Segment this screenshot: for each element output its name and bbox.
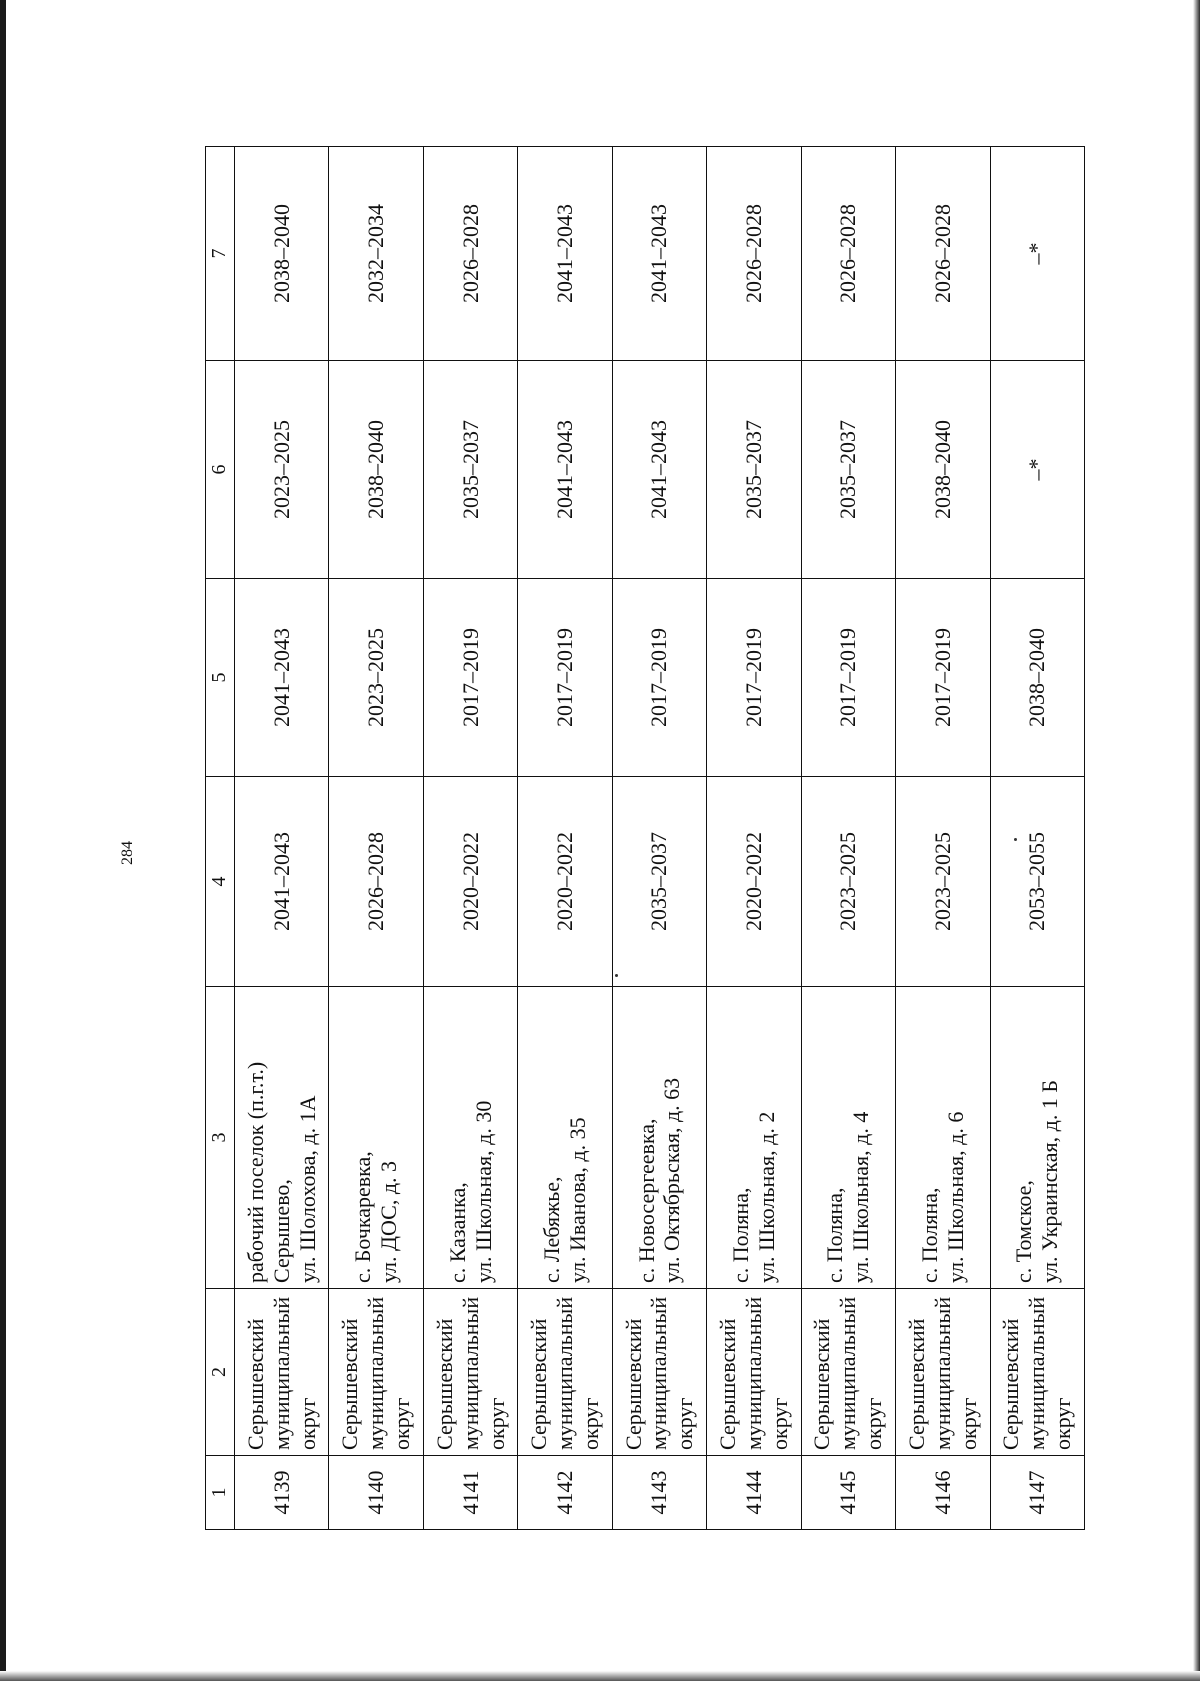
period-cell-col7: 2026–2028 xyxy=(707,147,801,361)
row-number-cell: 4145 xyxy=(801,1456,895,1530)
district-cell: Серышевский муниципальный округ xyxy=(235,1289,329,1456)
address-line: ул. Шолохова, д. 1А xyxy=(294,1095,320,1283)
period-cell-col5: 2023–2025 xyxy=(329,579,423,777)
address-cell xyxy=(801,987,895,1289)
table-row xyxy=(896,147,990,1530)
page-number: 284 xyxy=(119,841,136,865)
address-cell xyxy=(612,987,706,1289)
row-number-cell: 4140 xyxy=(329,1456,423,1530)
district-cell: Серышевский муниципальный округ xyxy=(518,1289,612,1456)
period-cell-col7: –* xyxy=(990,147,1085,361)
scan-edge-bottom xyxy=(0,1671,1200,1681)
period-cell-col4: 2023–2025 xyxy=(896,777,990,987)
period-cell-col7: 2032–2034 xyxy=(329,147,423,361)
period-cell-col6: 2041–2043 xyxy=(518,361,612,579)
address-line: ул. Украинская, д. 1 Б xyxy=(1037,1080,1063,1283)
header-cell: 4 xyxy=(206,777,235,987)
row-number-cell: 4147 xyxy=(990,1456,1085,1530)
district-cell: Серышевский муниципальный округ xyxy=(990,1289,1085,1456)
header-cell: 1 xyxy=(206,1456,235,1530)
period-cell-col5: 2017–2019 xyxy=(423,579,517,777)
address-line: ул. Школьная, д. 30 xyxy=(470,1100,496,1283)
period-cell-col7: 2041–2043 xyxy=(612,147,706,361)
address-line: Серышево, xyxy=(268,1179,294,1283)
period-cell-col7: 2041–2043 xyxy=(518,147,612,361)
header-cell: 6 xyxy=(206,361,235,579)
table-body xyxy=(235,147,1085,1530)
address-line: ул. Школьная, д. 4 xyxy=(848,1111,874,1283)
address-line: с. Казанка, xyxy=(444,1182,470,1283)
header-cell: 5 xyxy=(206,579,235,777)
address-line: ул. Иванова, д. 35 xyxy=(565,1117,591,1283)
period-cell-col6: 2035–2037 xyxy=(801,361,895,579)
period-cell-col5: 2041–2043 xyxy=(235,579,329,777)
row-number-cell: 4141 xyxy=(423,1456,517,1530)
period-cell-col6: 2038–2040 xyxy=(896,361,990,579)
period-cell-col6: 2035–2037 xyxy=(707,361,801,579)
row-number-cell: 4142 xyxy=(518,1456,612,1530)
district-cell: Серышевский муниципальный округ xyxy=(612,1289,706,1456)
address-cell xyxy=(707,987,801,1289)
period-cell-col7: 2026–2028 xyxy=(896,147,990,361)
period-cell-col6: –* xyxy=(990,361,1085,579)
register-table-wrapper xyxy=(205,147,1085,1530)
header-cell: 3 xyxy=(206,987,235,1289)
period-cell-col4: 2035–2037 xyxy=(612,777,706,987)
period-cell-col7: 2026–2028 xyxy=(801,147,895,361)
period-cell-col5: 2017–2019 xyxy=(896,579,990,777)
address-cell xyxy=(990,987,1085,1289)
header-row xyxy=(206,147,235,1530)
period-cell-col5: 2017–2019 xyxy=(518,579,612,777)
scan-edge-left xyxy=(0,0,6,1681)
period-cell-col4: 2041–2043 xyxy=(235,777,329,987)
period-cell-col6: 2038–2040 xyxy=(329,361,423,579)
period-cell-col4: 2026–2028 xyxy=(329,777,423,987)
address-line: ул. Школьная, д. 6 xyxy=(942,1111,968,1283)
row-number-cell: 4143 xyxy=(612,1456,706,1530)
table-row xyxy=(423,147,517,1530)
header-cell: 7 xyxy=(206,147,235,361)
address-line: с. Поляна, xyxy=(727,1187,753,1283)
address-line: с. Лебяжье, xyxy=(539,1176,565,1283)
address-cell xyxy=(423,987,517,1289)
address-line: с. Поляна, xyxy=(916,1187,942,1283)
district-cell: Серышевский муниципальный округ xyxy=(707,1289,801,1456)
address-line: ул. Октябрьская, д. 63 xyxy=(659,1077,685,1283)
table-row xyxy=(707,147,801,1530)
period-cell-col7: 2038–2040 xyxy=(235,147,329,361)
period-cell-col4: 2020–2022 xyxy=(707,777,801,987)
row-number-cell: 4144 xyxy=(707,1456,801,1530)
address-line: с. Новосергеевка, xyxy=(633,1118,659,1283)
period-cell-col4: 2020–2022 xyxy=(423,777,517,987)
address-line: с. Поляна, xyxy=(822,1187,848,1283)
address-cell xyxy=(896,987,990,1289)
period-cell-col6: 2041–2043 xyxy=(612,361,706,579)
address-cell xyxy=(235,987,329,1289)
district-cell: Серышевский муниципальный округ xyxy=(801,1289,895,1456)
table-row xyxy=(518,147,612,1530)
period-cell-col5: 2017–2019 xyxy=(612,579,706,777)
period-cell-col4: 2020–2022 xyxy=(518,777,612,987)
period-cell-col7: 2026–2028 xyxy=(423,147,517,361)
address-line: с. Бочкаревка, xyxy=(350,1151,376,1283)
scan-edge-right xyxy=(1193,0,1200,1681)
period-cell-col4: 2053–2055 xyxy=(990,777,1085,987)
row-number-cell: 4139 xyxy=(235,1456,329,1530)
period-cell-col5: 2038–2040 xyxy=(990,579,1085,777)
table-row xyxy=(329,147,423,1530)
row-number-cell: 4146 xyxy=(896,1456,990,1530)
district-cell: Серышевский муниципальный округ xyxy=(329,1289,423,1456)
table-row xyxy=(612,147,706,1530)
register-table xyxy=(205,146,1085,1530)
address-cell xyxy=(518,987,612,1289)
table-row xyxy=(990,147,1085,1530)
period-cell-col4: 2023–2025 xyxy=(801,777,895,987)
address-line: рабочий поселок (п.г.т.) xyxy=(242,1061,268,1283)
table-row xyxy=(801,147,895,1530)
address-cell xyxy=(329,987,423,1289)
district-cell: Серышевский муниципальный округ xyxy=(896,1289,990,1456)
address-line: с. Томское, xyxy=(1011,1180,1037,1283)
period-cell-col6: 2035–2037 xyxy=(423,361,517,579)
period-cell-col6: 2023–2025 xyxy=(235,361,329,579)
district-cell: Серышевский муниципальный округ xyxy=(423,1289,517,1456)
address-line: ул. Школьная, д. 2 xyxy=(753,1111,779,1283)
table-row xyxy=(235,147,329,1530)
period-cell-col5: 2017–2019 xyxy=(801,579,895,777)
address-line: ул. ДОС, д. 3 xyxy=(376,1160,402,1283)
period-cell-col5: 2017–2019 xyxy=(707,579,801,777)
header-cell: 2 xyxy=(206,1289,235,1456)
